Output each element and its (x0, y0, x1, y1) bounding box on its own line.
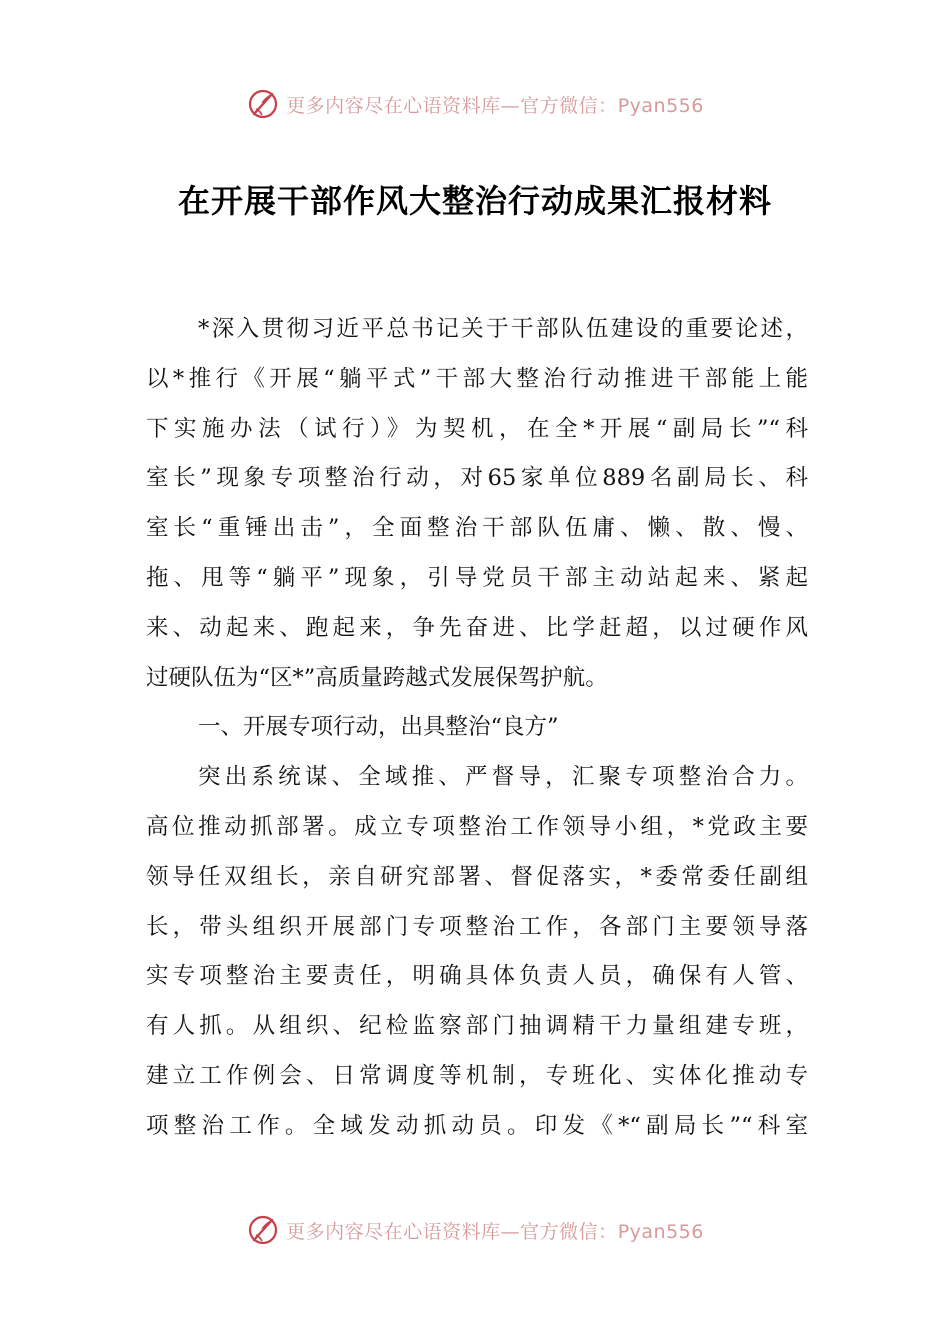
paragraph-line: 下实施办法（试行）》为契机，在全*开展“副局长”“科 (146, 415, 808, 442)
watermark-text: 更多内容尽在心语资料库—官方微信：Pyan556 (286, 94, 704, 117)
paragraph-line: 室长“重锤出击”，全面整治干部队伍庸、懒、散、慢、 (146, 515, 808, 542)
paragraph-line: 来、动起来、跑起来，争先奋进、比学赶超，以过硬作风 (146, 614, 808, 641)
watermark-text: 更多内容尽在心语资料库—官方微信：Pyan556 (286, 1220, 704, 1243)
paragraph-line: 室长”现象专项整治行动，对65家单位889名副局长、科 (146, 465, 808, 492)
watermark-header (0, 84, 950, 124)
section-heading: 一、开展专项行动，出具整治“良方” (198, 714, 559, 741)
paragraph-line: 实专项整治主要责任，明确具体负责人员，确保有人管、 (146, 963, 808, 990)
paragraph-line: 过硬队伍为“区*”高质量跨越式发展保驾护航。 (146, 664, 608, 691)
document-title: 在开展干部作风大整治行动成果汇报材料 (177, 182, 772, 220)
paragraph-line: 高位推动抓部署。成立专项整治工作领导小组，*党政主要 (146, 813, 808, 840)
paragraph-line: 有人抓。从组织、纪检监察部门抽调精干力量组建专班， (146, 1013, 808, 1040)
paragraph-line: 拖、甩等“躺平”现象，引导党员干部主动站起来、紧起 (146, 564, 808, 591)
document-body (146, 305, 808, 1152)
paragraph-line: 项整治工作。全域发动抓动员。印发《*“副局长”“科室 (146, 1112, 808, 1139)
quill-logo-icon (246, 1213, 280, 1247)
paragraph-line: 领导任双组长，亲自研究部署、督促落实，*委常委任副组 (146, 863, 808, 890)
quill-logo-icon (246, 87, 280, 121)
paragraph-line: 以*推行《开展“躺平式”干部大整治行动推进干部能上能 (146, 365, 808, 392)
paragraph-line: 长，带头组织开展部门专项整治工作，各部门主要领导落 (146, 913, 808, 940)
paragraph-line: 突出系统谋、全域推、严督导，汇聚专项整治合力。 (198, 764, 808, 791)
paragraph-line: 建立工作例会、日常调度等机制，专班化、实体化推动专 (146, 1062, 808, 1089)
watermark-footer (0, 1210, 950, 1250)
paragraph-line: *深入贯彻习近平总书记关于干部队伍建设的重要论述， (198, 316, 808, 342)
